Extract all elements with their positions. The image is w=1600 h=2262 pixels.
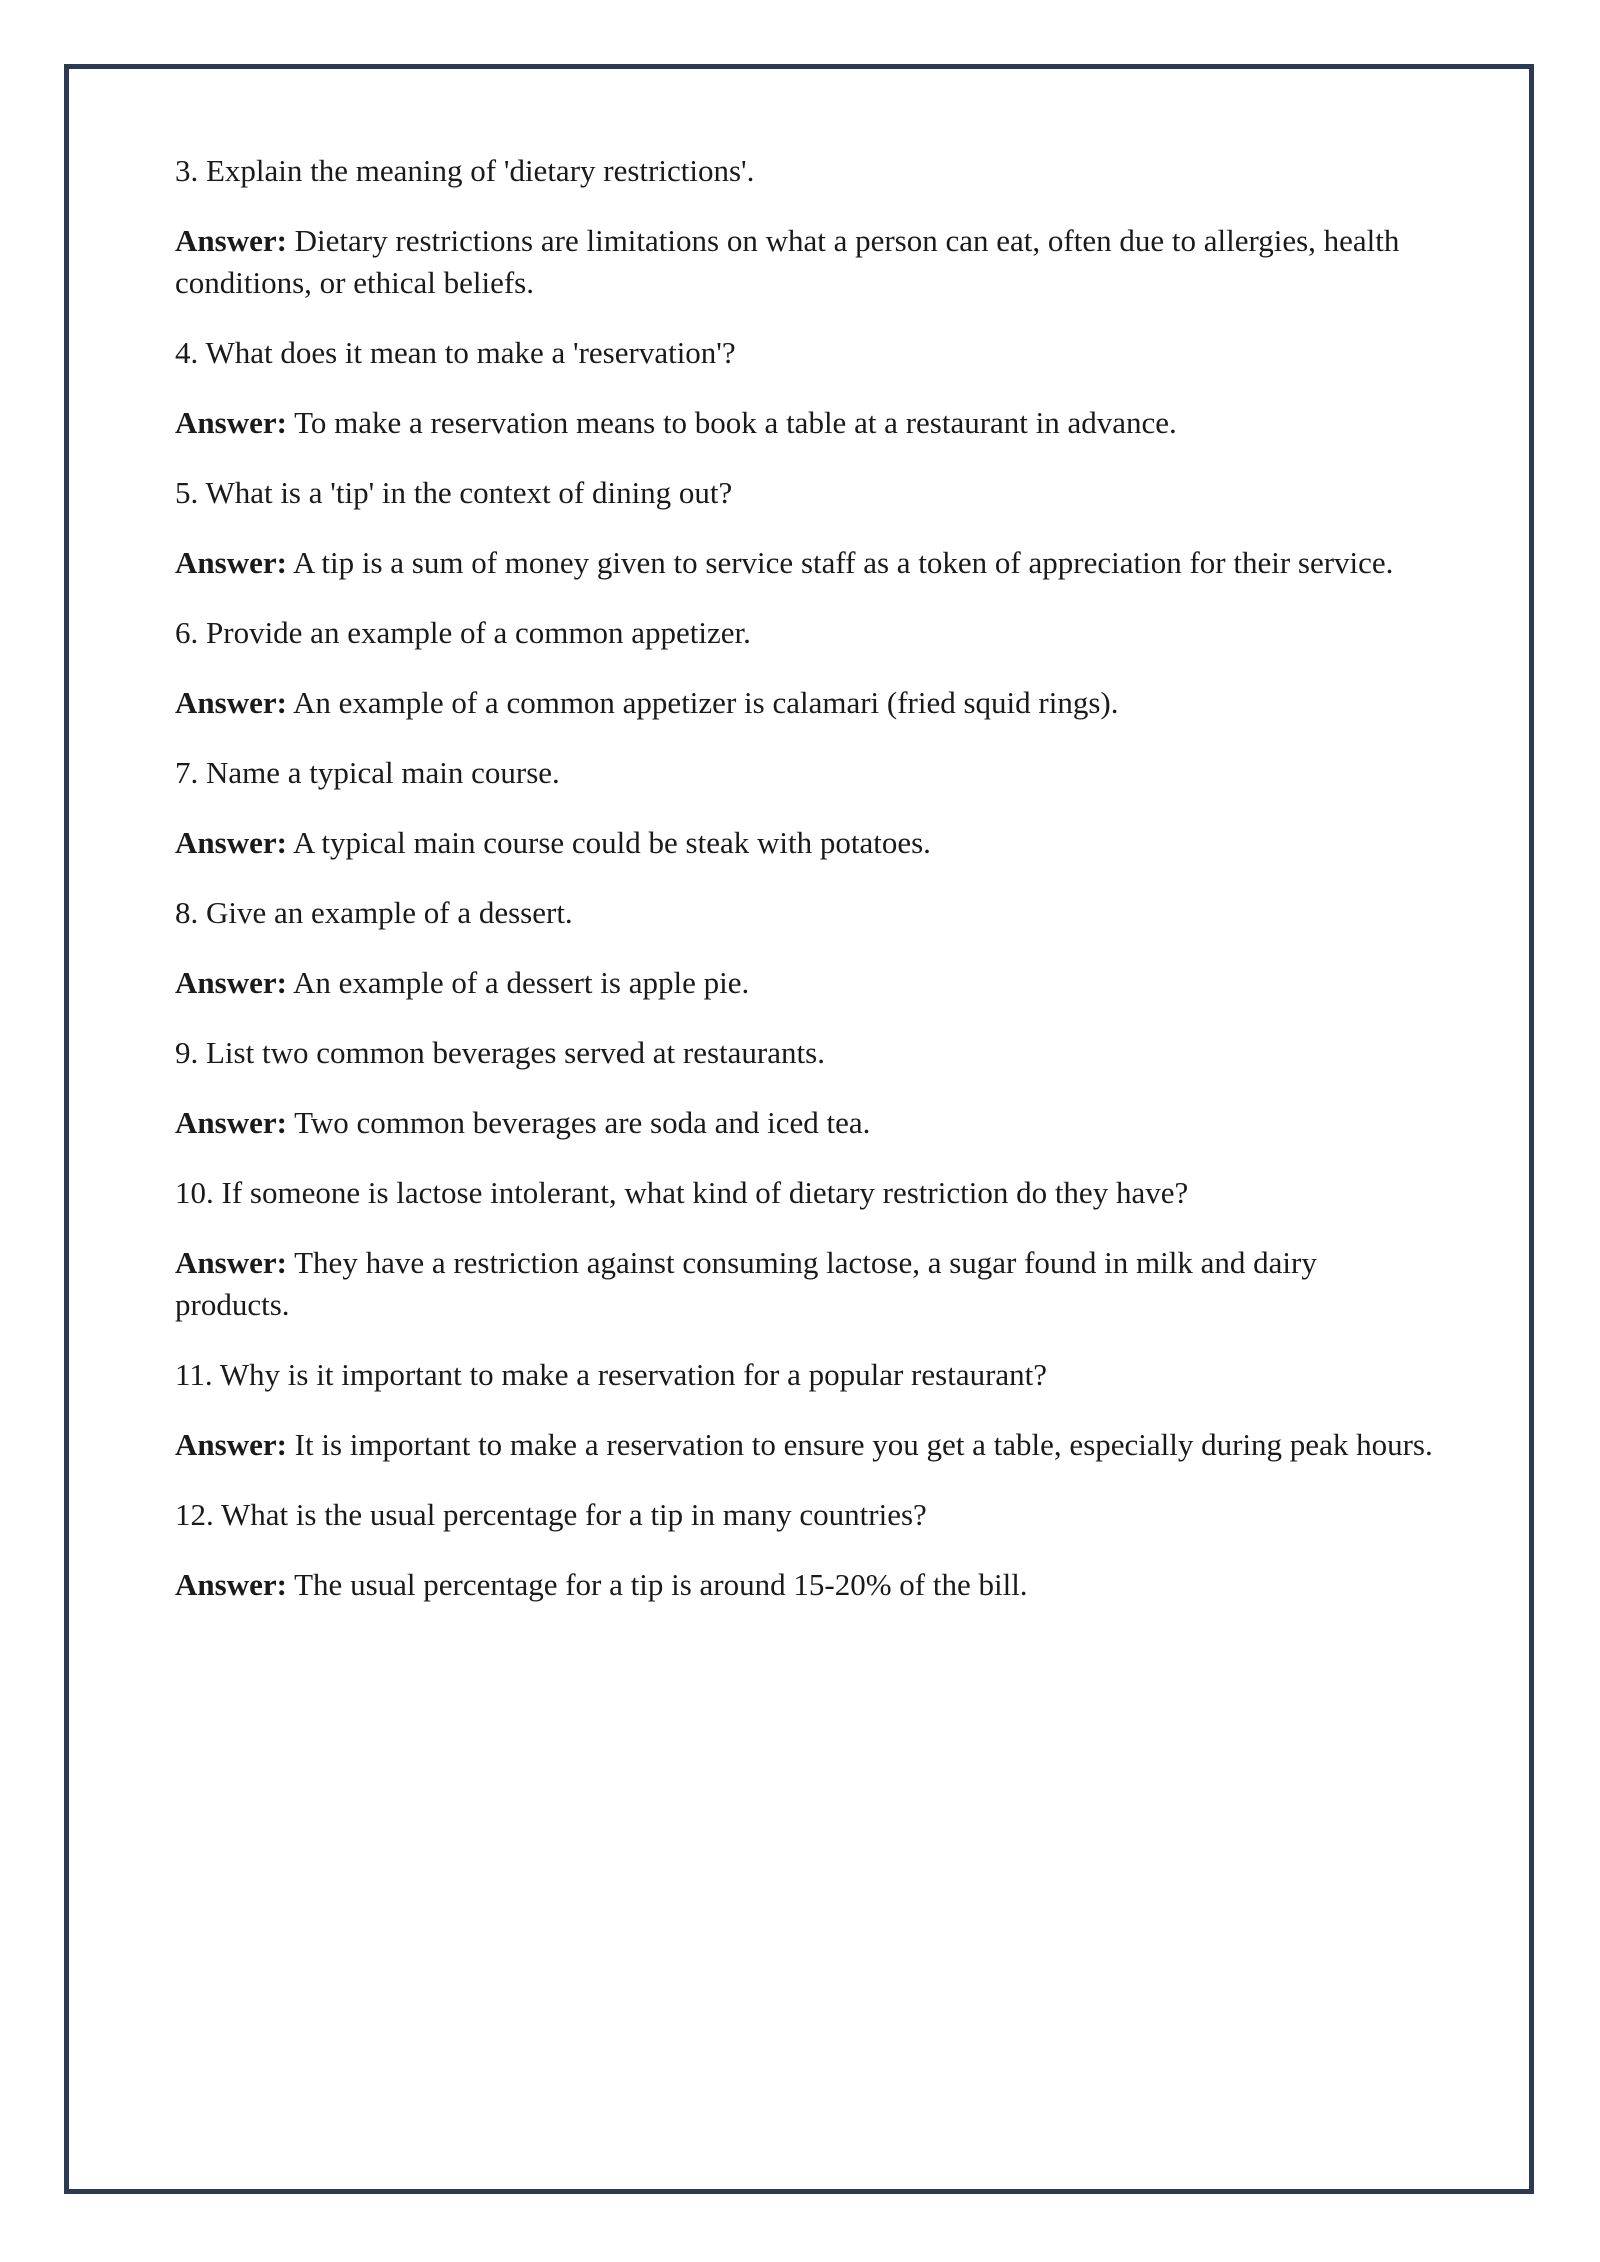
answer-label: Answer:	[175, 1245, 287, 1280]
question-text: 9. List two common beverages served at restaurants.	[175, 1035, 825, 1070]
qa-item-4	[175, 332, 1435, 444]
qa-item-7	[175, 752, 1435, 864]
answer-body: An example of a common appetizer is calamari (fried squid rings).	[292, 685, 1119, 720]
answer-text	[175, 1564, 1435, 1606]
answer-label: Answer:	[175, 1427, 287, 1462]
answer-body: The usual percentage for a tip is around 15-20% of the bill.	[294, 1567, 1028, 1602]
answer-body: They have a restriction against consuming lactose, a sugar found in milk and dairy products.	[175, 1245, 1317, 1322]
answer-text	[175, 542, 1435, 584]
answer-text	[175, 1424, 1435, 1466]
answer-body: Two common beverages are soda and iced tea.	[294, 1105, 871, 1140]
answer-text	[175, 962, 1435, 1004]
answer-text	[175, 682, 1435, 724]
answer-text	[175, 1102, 1435, 1144]
question-text: 10. If someone is lactose intolerant, what kind of dietary restriction do they have?	[175, 1175, 1189, 1210]
answer-label: Answer:	[175, 685, 287, 720]
answer-label: Answer:	[175, 405, 287, 440]
answer-body: An example of a dessert is apple pie.	[292, 965, 750, 1000]
qa-list	[175, 150, 1435, 1634]
answer-body: It is important to make a reservation to ensure you get a table, especially during peak hours.	[294, 1427, 1433, 1462]
qa-item-3	[175, 150, 1435, 304]
answer-text	[175, 1242, 1435, 1326]
answer-label: Answer:	[175, 965, 287, 1000]
answer-label: Answer:	[175, 1567, 287, 1602]
qa-item-8	[175, 892, 1435, 1004]
answer-label: Answer:	[175, 825, 287, 860]
answer-body: To make a reservation means to book a table at a restaurant in advance.	[294, 405, 1177, 440]
answer-label: Answer:	[175, 1105, 287, 1140]
question-text: 12. What is the usual percentage for a tip in many countries?	[175, 1497, 927, 1532]
answer-body: Dietary restrictions are limitations on what a person can eat, often due to allergies, health conditions, or ethical beliefs.	[175, 223, 1400, 300]
question-text: 5. What is a 'tip' in the context of dining out?	[175, 475, 733, 510]
answer-text	[175, 402, 1435, 444]
answer-label: Answer:	[175, 223, 287, 258]
question-text: 6. Provide an example of a common appetizer.	[175, 615, 751, 650]
answer-body: A tip is a sum of money given to service staff as a token of appreciation for their service.	[292, 545, 1394, 580]
answer-label: Answer:	[175, 545, 287, 580]
qa-item-10	[175, 1172, 1435, 1326]
qa-item-5	[175, 472, 1435, 584]
qa-item-6	[175, 612, 1435, 724]
answer-text	[175, 822, 1435, 864]
qa-item-11	[175, 1354, 1435, 1466]
qa-item-12	[175, 1494, 1435, 1606]
question-text: 11. Why is it important to make a reservation for a popular restaurant?	[175, 1357, 1048, 1392]
question-text: 7. Name a typical main course.	[175, 755, 560, 790]
answer-text	[175, 220, 1435, 304]
question-text: 8. Give an example of a dessert.	[175, 895, 573, 930]
answer-body: A typical main course could be steak with potatoes.	[292, 825, 931, 860]
qa-item-9	[175, 1032, 1435, 1144]
question-text: 4. What does it mean to make a 'reservation'?	[175, 335, 736, 370]
question-text: 3. Explain the meaning of 'dietary restrictions'.	[175, 153, 755, 188]
